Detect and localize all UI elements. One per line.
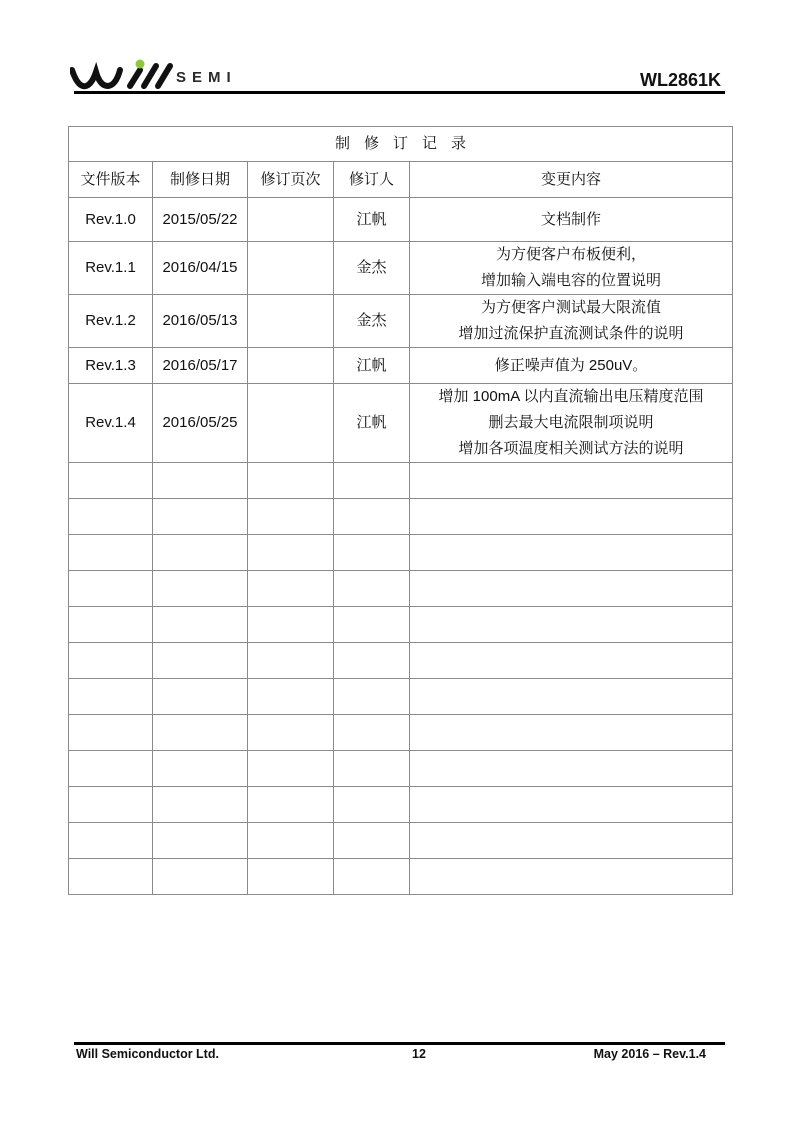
version-cell: Rev.1.4 (69, 384, 153, 463)
change-line: 增加输入端电容的位置说明 (481, 272, 662, 289)
part-number: WL2861K (639, 70, 721, 90)
changes-cell (410, 242, 733, 295)
pages-cell (248, 198, 334, 242)
column-header-pages: 修订页次 (248, 162, 334, 198)
page-header (70, 52, 725, 95)
changes-cell (410, 295, 733, 348)
version-cell: Rev.1.2 (69, 295, 153, 348)
logo-text: SEMI (176, 69, 237, 86)
empty-row (69, 463, 733, 499)
empty-row (69, 787, 733, 823)
empty-row (69, 607, 733, 643)
date-cell: 2015/05/22 (153, 198, 248, 242)
pages-cell (248, 242, 334, 295)
pages-cell (248, 295, 334, 348)
pages-cell (248, 384, 334, 463)
change-line: 增加 100mA 以内直流输出电压精度范围 (438, 388, 704, 405)
date-cell: 2016/05/13 (153, 295, 248, 348)
author-cell: 江帆 (334, 384, 410, 463)
pages-cell (248, 348, 334, 384)
change-line: 增加各项温度相关测试方法的说明 (458, 440, 684, 457)
revision-table (68, 126, 733, 895)
date-cell: 2016/04/15 (153, 242, 248, 295)
empty-row (69, 571, 733, 607)
column-header-version: 文件版本 (69, 162, 153, 198)
table-row (69, 384, 733, 463)
empty-row (69, 679, 733, 715)
changes-cell (410, 384, 733, 463)
footer-company: Will Semiconductor Ltd. (76, 1047, 219, 1061)
author-cell: 江帆 (334, 348, 410, 384)
author-cell: 金杰 (334, 242, 410, 295)
table-row (69, 242, 733, 295)
column-header-author: 修订人 (334, 162, 410, 198)
footer-date-revision: May 2016 – Rev.1.4 (593, 1047, 706, 1061)
version-cell: Rev.1.3 (69, 348, 153, 384)
change-line: 为方便客户布板便利， (496, 246, 647, 263)
change-line: 修正噪声值为 250uV。 (494, 356, 648, 374)
version-cell: Rev.1.1 (69, 242, 153, 295)
empty-row (69, 859, 733, 895)
date-cell: 2016/05/17 (153, 348, 248, 384)
footer-rule (74, 1042, 725, 1045)
table-row (69, 295, 733, 348)
date-cell: 2016/05/25 (153, 384, 248, 463)
changes-cell (410, 198, 733, 242)
column-header-date: 制修日期 (153, 162, 248, 198)
footer-page-number: 12 (412, 1047, 426, 1061)
change-line: 文档制作 (541, 210, 602, 228)
empty-row (69, 499, 733, 535)
empty-row (69, 535, 733, 571)
logo-dot-icon (136, 60, 145, 69)
empty-row (69, 643, 733, 679)
table-row (69, 198, 733, 242)
empty-row (69, 751, 733, 787)
version-cell: Rev.1.0 (69, 198, 153, 242)
change-line: 增加过流保护直流测试条件的说明 (458, 325, 684, 342)
table-title: 制修订记录 (69, 127, 733, 162)
author-cell: 金杰 (334, 295, 410, 348)
empty-row (69, 823, 733, 859)
table-header-row (69, 162, 733, 198)
empty-row (69, 715, 733, 751)
header-rule (74, 91, 725, 94)
change-line: 为方便客户测试最大限流值 (481, 299, 662, 316)
table-row (69, 348, 733, 384)
changes-cell (410, 348, 733, 384)
column-header-changes: 变更内容 (410, 162, 733, 198)
change-line: 删去最大电流限制项说明 (488, 414, 654, 431)
author-cell: 江帆 (334, 198, 410, 242)
